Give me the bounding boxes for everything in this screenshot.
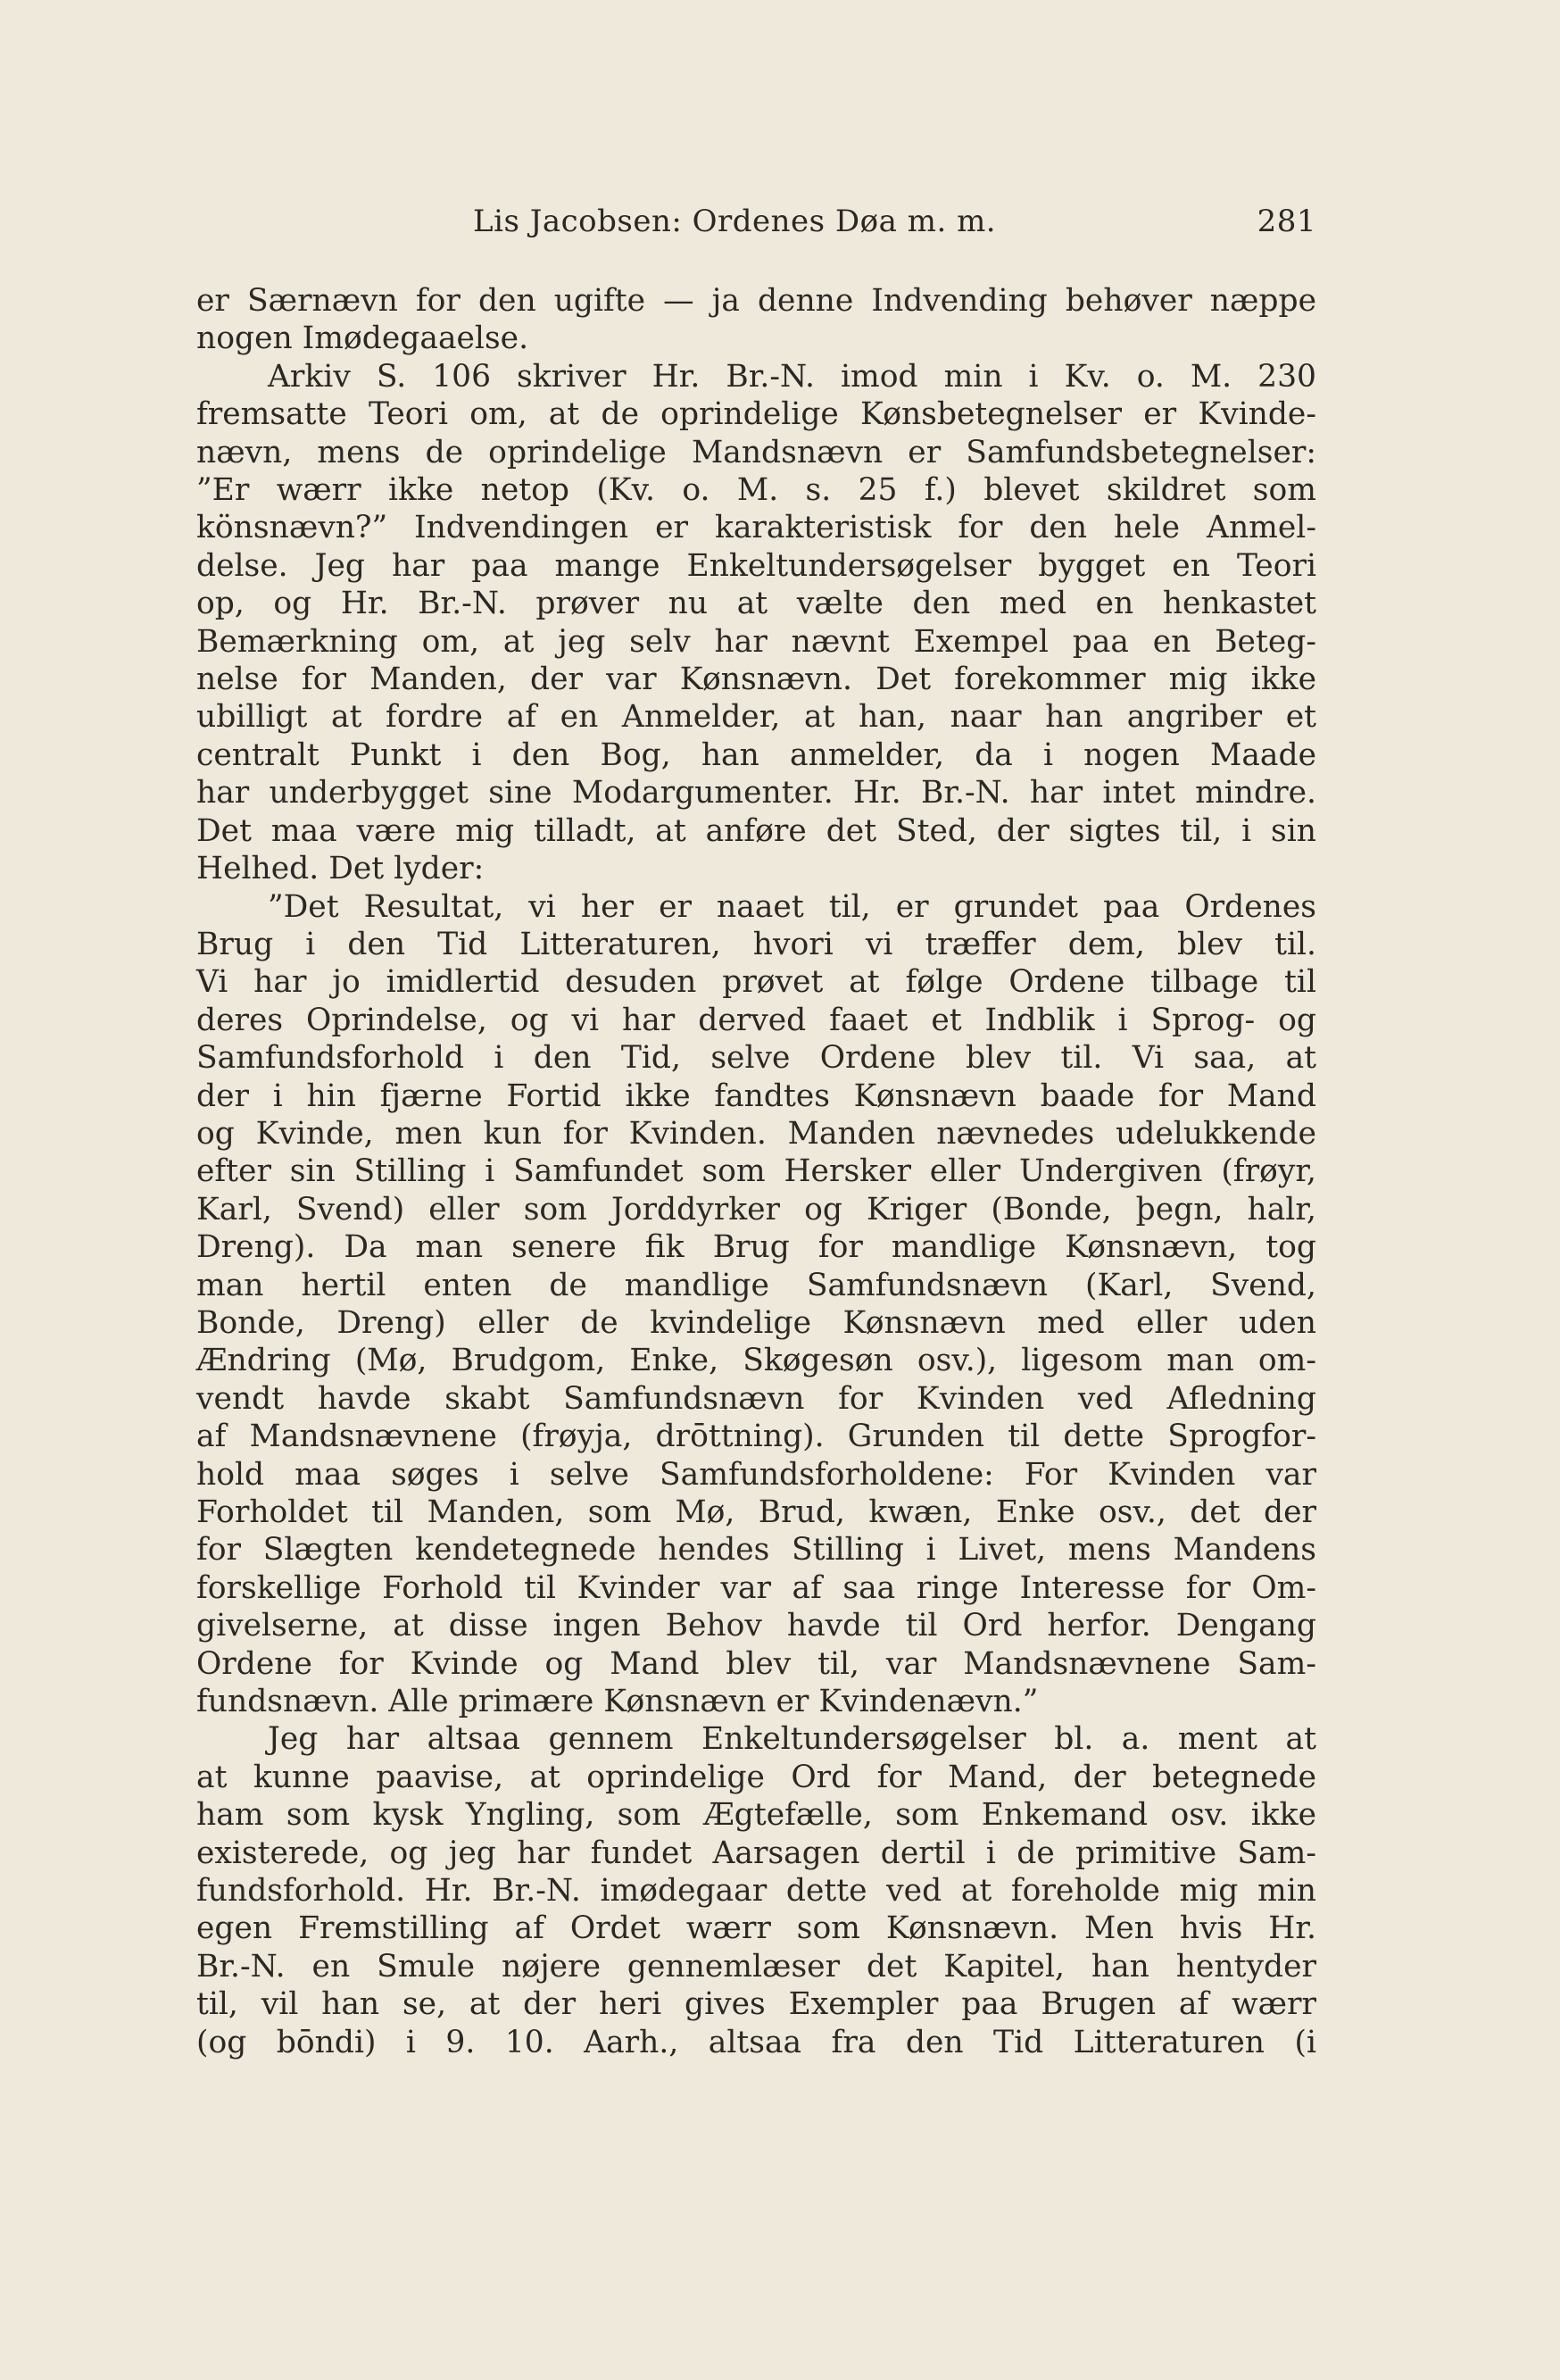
text-line: deres Oprindelse, og vi har derved faaet et Indblik i Sprog- og: [196, 1002, 1316, 1038]
text-line: ubilligt at fordre af en Anmelder, at han, naar han angriber et: [196, 699, 1316, 736]
text-line: og Kvinde, men kun for Kvinden. Manden nævnedes udelukkende: [196, 1115, 1316, 1152]
text-line: Ændring (Mø, Brudgom, Enke, Skøgesøn osv.), ligesom man om-: [196, 1343, 1316, 1379]
text-line: Helhed. Det lyder:: [196, 851, 485, 887]
text-line: er Særnævn for den ugifte — ja denne Indvending behøver næppe: [196, 283, 1316, 319]
text-line: af Mandsnævnene (frøyja, drōttning). Grunden til dette Sprogfor-: [196, 1419, 1316, 1455]
text-line: fundsnævn. Alle primære Kønsnævn er Kvindenævn.”: [196, 1684, 1039, 1720]
text-line: nelse for Manden, der var Kønsnævn. Det forekommer mig ikke: [196, 662, 1316, 698]
text-line: fremsatte Teori om, at de oprindelige Kønsbetegnelser er Kvinde-: [196, 396, 1316, 433]
text-line: fundsforhold. Hr. Br.-N. imødegaar dette ved at foreholde mig min: [196, 1873, 1316, 1910]
text-line: Vi har jo imidlertid desuden prøvet at følge Ordene tilbage til: [196, 964, 1316, 1001]
text-line: Karl, Svend) eller som Jorddyrker og Kriger (Bonde, þegn, halr,: [196, 1191, 1316, 1227]
text-line: (og bōndi) i 9. 10. Aarh., altsaa fra den Tid Litteraturen (i: [196, 2024, 1316, 2060]
running-title: Lis Jacobsen: Ordenes Døa m. m.: [473, 204, 997, 239]
text-line: efter sin Stilling i Samfundet som Hersker eller Undergiven (frøyr,: [196, 1153, 1316, 1190]
text-line: ”Er wærr ikke netop (Kv. o. M. s. 25 f.) blevet skildret som: [196, 472, 1316, 509]
text-line: at kunne paavise, at oprindelige Ord for Mand, der betegnede: [196, 1759, 1316, 1795]
page-number: 281: [1257, 204, 1316, 239]
text-line: Bonde, Dreng) eller de kvindelige Kønsnævn med eller uden: [196, 1304, 1316, 1341]
text-line: nogen Imødegaaelse.: [196, 320, 529, 357]
text-line: Arkiv S. 106 skriver Hr. Br.-N. imod min i Kv. o. M. 230: [268, 358, 1316, 395]
text-line: Brug i den Tid Litteraturen, hvori vi træffer dem, blev til.: [196, 926, 1316, 962]
text-line: hold maa søges i selve Samfundsforholdene: For Kvinden var: [196, 1456, 1316, 1493]
text-line: Bemærkning om, at jeg selv har nævnt Exempel paa en Beteg-: [196, 623, 1316, 660]
text-line: ham som kysk Yngling, som Ægtefælle, som Enkemand osv. ikke: [196, 1797, 1316, 1834]
text-line: centralt Punkt i den Bog, han anmelder, da i nogen Maade: [196, 736, 1316, 773]
text-line: Jeg har altsaa gennem Enkeltundersøgelser bl. a. ment at: [268, 1721, 1316, 1758]
text-line: givelserne, at disse ingen Behov havde til Ord herfor. Dengang: [196, 1608, 1316, 1644]
text-line: existerede, og jeg har fundet Aarsagen dertil i de primitive Sam-: [196, 1835, 1316, 1871]
text-line: Det maa være mig tilladt, at anføre det Sted, der sigtes til, i sin: [196, 812, 1316, 849]
text-line: vendt havde skabt Samfundsnævn for Kvinden ved Afledning: [196, 1380, 1316, 1417]
text-line: ”Det Resultat, vi her er naaet til, er grundet paa Ordenes: [268, 888, 1316, 925]
text-line: der i hin fjærne Fortid ikke fandtes Kønsnævn baade for Mand: [196, 1078, 1316, 1114]
text-line: nævn, mens de oprindelige Mandsnævn er Samfundsbetegnelser:: [196, 434, 1316, 470]
text-line: til, vil han se, at der heri gives Exempler paa Brugen af wærr: [196, 1986, 1316, 2023]
text-line: Ordene for Kvinde og Mand blev til, var Mandsnævnene Sam-: [196, 1645, 1316, 1682]
text-line: Forholdet til Manden, som Mø, Brud, kwæn, Enke osv., det der: [196, 1494, 1316, 1530]
text-line: forskellige Forhold til Kvinder var af saa ringe Interesse for Om-: [196, 1569, 1316, 1606]
text-line: delse. Jeg har paa mange Enkeltundersøgelser bygget en Teori: [196, 547, 1316, 584]
text-line: har underbygget sine Modargumenter. Hr. Br.-N. har intet mindre.: [196, 775, 1316, 811]
text-line: Samfundsforhold i den Tid, selve Ordene blev til. Vi saa, at: [196, 1040, 1316, 1077]
text-line: for Slægten kendetegnede hendes Stilling i Livet, mens Mandens: [196, 1532, 1316, 1569]
text-line: könsnævn?” Indvendingen er karakteristisk for den hele Anmel-: [196, 510, 1316, 546]
text-line: op, og Hr. Br.-N. prøver nu at vælte den med en henkastet: [196, 586, 1316, 622]
body-text: [196, 282, 1316, 2061]
text-line: man hertil enten de mandlige Samfundsnævn (Karl, Svend,: [196, 1267, 1316, 1303]
text-line: Br.-N. en Smule nøjere gennemlæser det Kapitel, han hentyder: [196, 1948, 1316, 1985]
text-line: egen Fremstilling af Ordet wærr som Kønsnævn. Men hvis Hr.: [196, 1910, 1316, 1947]
page-header: [196, 204, 1316, 243]
text-line: Dreng). Da man senere fik Brug for mandlige Kønsnævn, tog: [196, 1229, 1316, 1266]
